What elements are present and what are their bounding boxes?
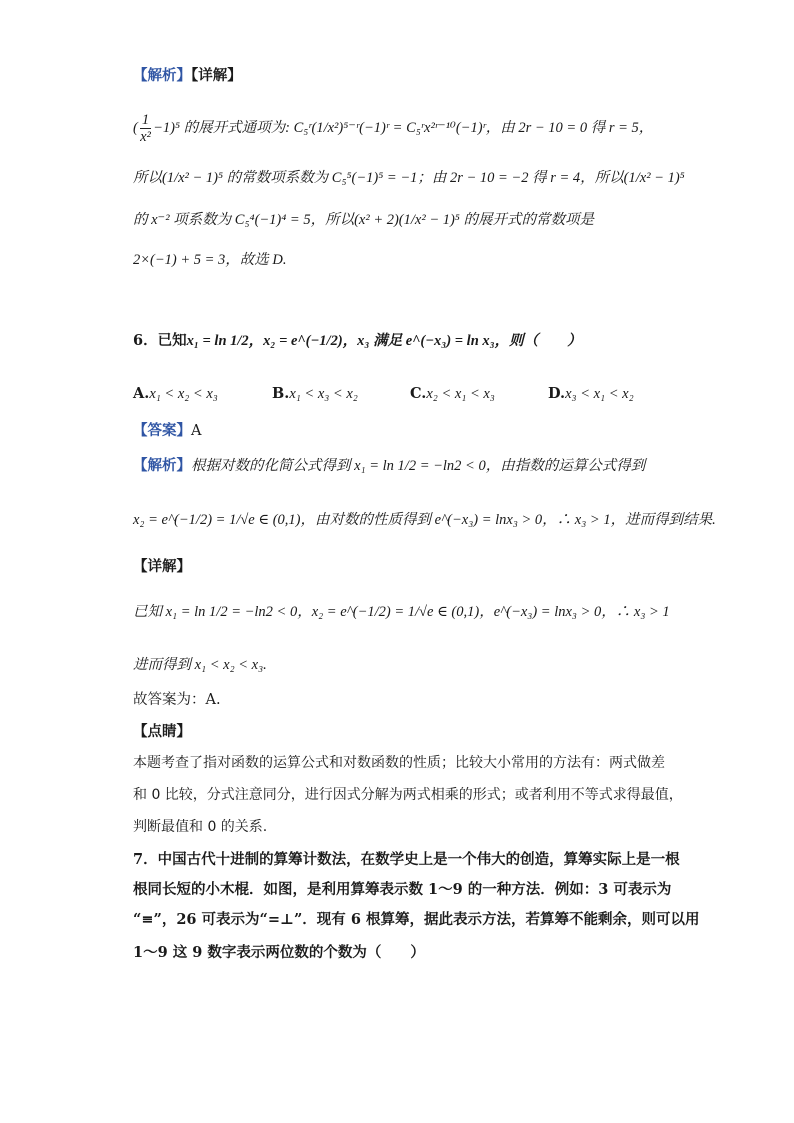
detail-tag: 【详解】 [133, 558, 191, 575]
solution-line-3: 的 x⁻² 项系数为 C₅⁴(−1)⁴ = 5，所以(x² + 2)(1/x² − 1)⁵ 的展开式的常数项是 [133, 212, 594, 228]
analysis-tag: 【解析】 [133, 67, 191, 84]
question-7-line-2: 根同长短的小木棍．如图，是利用算筹表示数 1～9 的一种方法．例如：3 可表示为 [133, 881, 672, 898]
solution-line-4: 2×(−1) + 5 = 3，故选 D. [133, 252, 287, 268]
comment-line-2: 和 0 比较，分式注意同分，进行因式分解为两式相乘的形式；或者利用不等式求得最值， [133, 787, 683, 803]
question-7-line-3: “≡”，26 可表示为“=⊥”．现有 6 根算筹，据此表示方法，若算筹不能剩余，则可以用 [133, 911, 700, 928]
comment-line-3: 判断最值和 0 的关系. [133, 819, 268, 835]
analysis-tag: 【解析】 [133, 457, 191, 474]
answer-tag: 【答案】 [133, 422, 191, 439]
answer-value: A [191, 423, 202, 439]
option-d: D.x₃ < x₁ < x₂ [548, 385, 634, 402]
option-b: B.x₁ < x₃ < x₂ [272, 385, 358, 402]
solution-line-1: ( $\frac{1}{\text{x²}}$ −1)⁵ 的展开式通项为: C₅ʳ(1/x²)⁵⁻ʳ(−1)ʳ = C₅ʳx²ʳ⁻¹⁰(−1)ʳ，由 2r − 10 = 0 得 r = 5， [133, 112, 654, 145]
detail-line-2: 进而得到 x₁ < x₂ < x₃. [133, 657, 267, 673]
detail-tag: 【详解】 [191, 67, 242, 84]
fraction: $\frac{1}{\text{x²}}$ [140, 112, 151, 145]
analysis-line-2: x₂ = e^(−1/2) = 1/√e ∈ (0,1)，由对数的性质得到 e^(−x₃) = lnx₃ > 0，∴ x₃ > 1，进而得到结果. [133, 512, 716, 528]
comment-tag: 【点睛】 [133, 723, 191, 740]
solution-header [133, 66, 242, 86]
question-7-line-4: 1～9 这 9 数字表示两位数的个数为（ ） [133, 944, 425, 961]
answer-line [133, 421, 201, 441]
comment-line-1: 本题考查了指对函数的运算公式和对数函数的性质；比较大小常用的方法有：两式做差 [133, 755, 665, 771]
solution-line-2: 所以(1/x² − 1)⁵ 的常数项系数为 C₅⁵(−1)⁵ = −1；由 2r − 10 = −2 得 r = 4，所以(1/x² − 1)⁵ [133, 170, 685, 186]
detail-line-1: 已知 x₁ = ln 1/2 = −ln2 < 0，x₂ = e^(−1/2) = 1/√e ∈ (0,1)，e^(−x₃) = lnx₃ > 0，∴ x₃ > 1 [133, 604, 670, 620]
analysis-line-1: 【解析】根据对数的化简公式得到 x₁ = ln 1/2 = −ln2 < 0，由指数的运算公式得到 [133, 457, 646, 474]
option-a: A.x₁ < x₂ < x₃ [133, 385, 218, 402]
option-c: C.x₂ < x₁ < x₃ [410, 385, 495, 402]
detail-line-3: 故答案为：A. [133, 692, 221, 708]
question-6-stem: 6．已知x₁ = ln 1/2，x₂ = e^(−1/2)，x₃ 满足 e^(−x₃) = ln x₃，则（ ） [133, 332, 582, 349]
question-7-line-1: 7．中国古代十进制的算筹计数法，在数学史上是一个伟大的创造，算筹实际上是一根 [133, 851, 680, 868]
